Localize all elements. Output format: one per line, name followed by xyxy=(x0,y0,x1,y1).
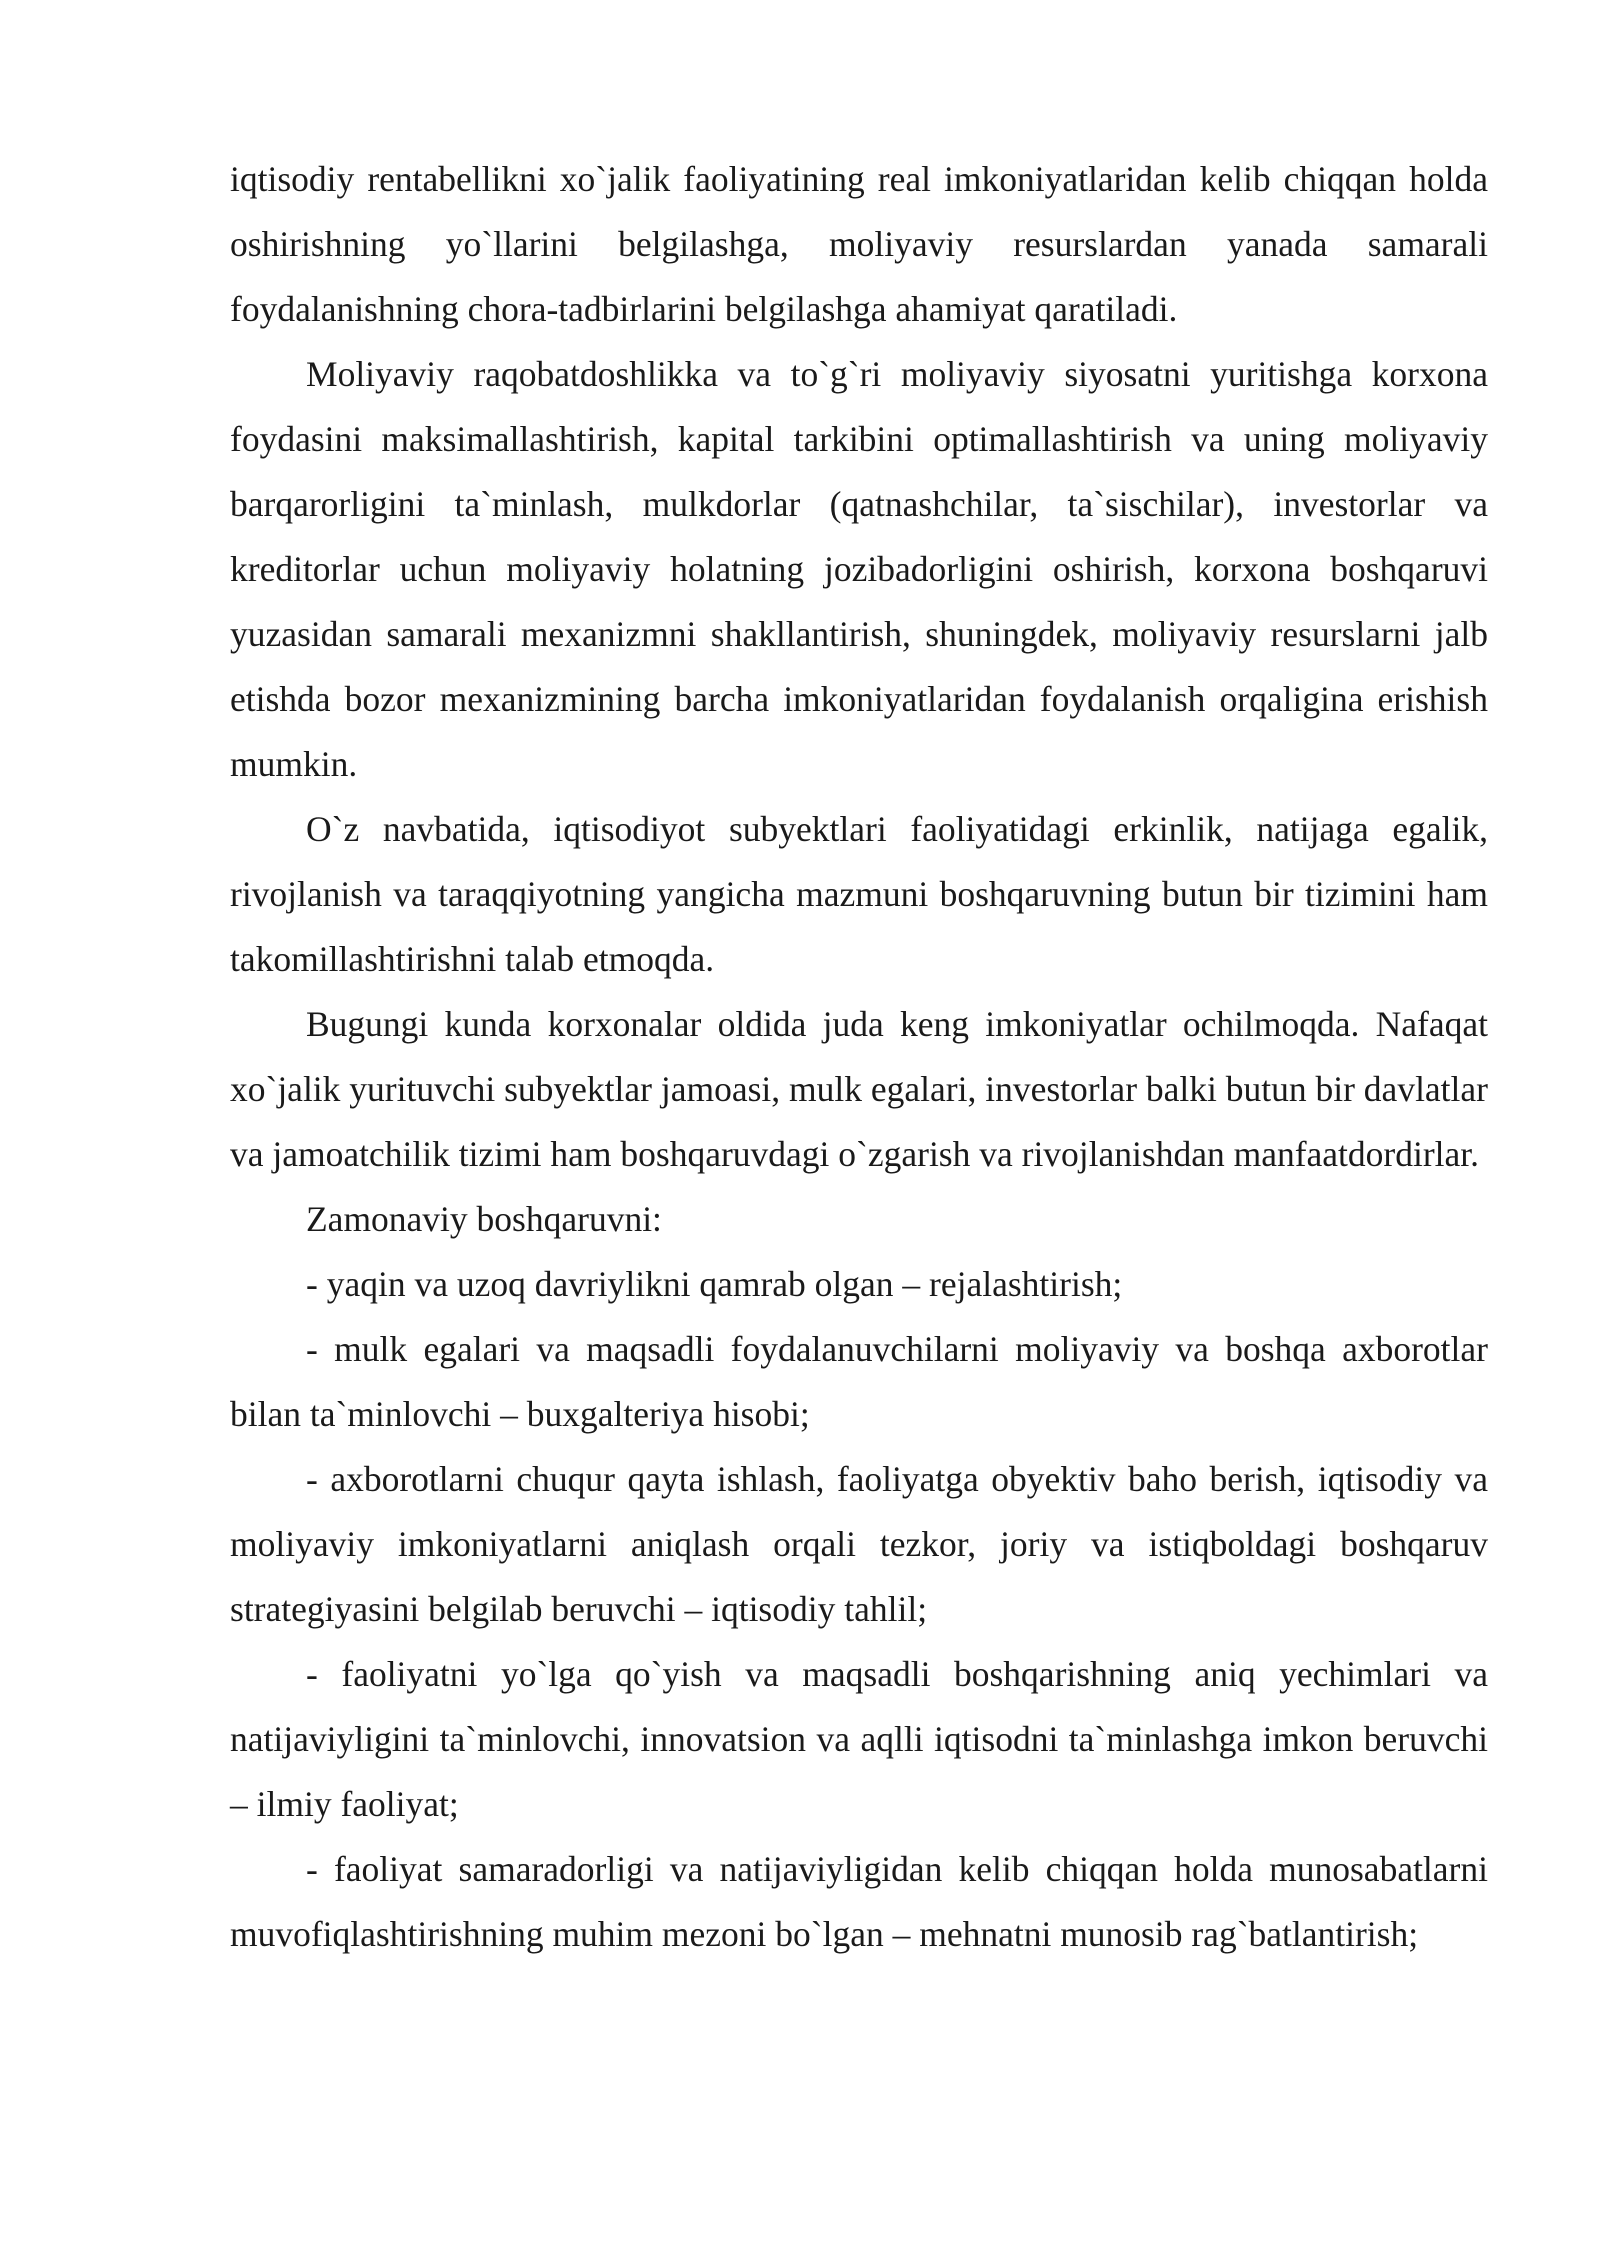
list-item-economic-analysis: - axborotlarni chuqur qayta ishlash, faoliyatga obyektiv baho berish, iqtisodiy va moliyaviy imkoniyatlarni aniqlash orqali tezkor, joriy va istiqboldagi boshqaruv strategiyasini belgilab beruvchi – iqtisodiy tahlil; xyxy=(230,1459,1488,1629)
paragraph-continuation: iqtisodiy rentabellikni xo`jalik faoliyatining real imkoniyatlaridan kelib chiqqan holda oshirishning yo`llarini belgilashga, moliyaviy resurslardan yanada samarali foydalanishning chora-tadbirlarini belgilashga ahamiyat qaratiladi. xyxy=(230,159,1488,329)
list-item-planning: - yaqin va uzoq davriylikni qamrab olgan – rejalashtirish; xyxy=(306,1264,1123,1304)
list-item-scientific-activity: - faoliyatni yo`lga qo`yish va maqsadli boshqarishning aniq yechimlari va natijaviyligini ta`minlovchi, innovatsion va aqlli iqtisodni ta`minlashga imkon beruvchi – ilmiy faoliyat; xyxy=(230,1654,1488,1824)
body-text xyxy=(230,147,1488,1967)
list-item-accounting: - mulk egalari va maqsadli foydalanuvchilarni moliyaviy va boshqa axborotlar bilan ta`minlovchi – buxgalteriya hisobi; xyxy=(230,1329,1488,1434)
list-item-labor-incentives: - faoliyat samaradorligi va natijaviyligidan kelib chiqqan holda munosabatlarni muvofiqlashtirishning muhim mezoni bo`lgan – mehnatni munosib rag`batlantirish; xyxy=(230,1849,1488,1954)
paragraph-modern-management-intro: Zamonaviy boshqaruvni: xyxy=(306,1199,662,1239)
paragraph-economic-subjects: O`z navbatida, iqtisodiyot subyektlari faoliyatidagi erkinlik, natijaga egalik, rivojlanish va taraqqiyotning yangicha mazmuni boshqaruvning butun bir tizimini ham takomillashtirishni talab etmoqda. xyxy=(230,809,1488,979)
paragraph-opportunities: Bugungi kunda korxonalar oldida juda keng imkoniyatlar ochilmoqda. Nafaqat xo`jalik yurituvchi subyektlar jamoasi, mulk egalari, investorlar balki butun bir davlatlar va jamoatchilik tizimi ham boshqaruvdagi o`zgarish va rivojlanishdan manfaatdordirlar. xyxy=(230,1004,1488,1174)
paragraph-financial-competitiveness: Moliyaviy raqobatdoshlikka va to`g`ri moliyaviy siyosatni yuritishga korxona foydasini maksimallashtirish, kapital tarkibini optimallashtirish va uning moliyaviy barqarorligini ta`minlash, mulkdorlar (qatnashchilar, ta`sischilar), investorlar va kreditorlar uchun moliyaviy holatning jozibadorligini oshirish, korxona boshqaruvi yuzasidan samarali mexanizmni shakllantirish, shuningdek, moliyaviy resurslarni jalb etishda bozor mexanizmining barcha imkoniyatlaridan foydalanish orqaligina erishish mumkin. xyxy=(230,354,1488,784)
